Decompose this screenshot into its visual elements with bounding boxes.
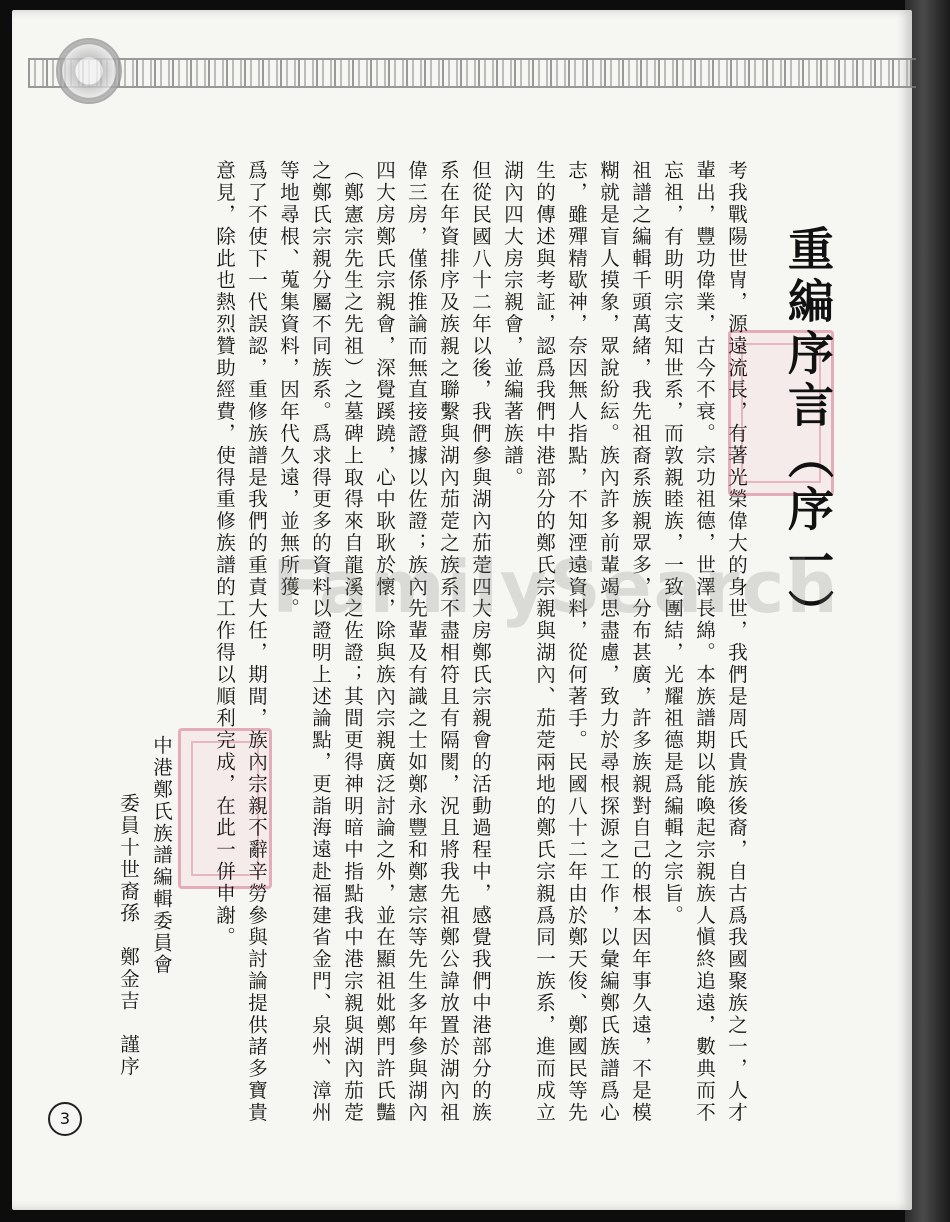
page-number: 3: [48, 1102, 82, 1136]
signoff-author-line: [112, 735, 145, 1155]
signoff-organization: 中港鄭氏族譜編輯委員會: [150, 735, 173, 976]
watermark: FamilySearch: [272, 545, 840, 629]
paragraph: 考我戰陽世冑，源遠流長，有著光榮偉大的身世，我們是周氏貴族後裔，自古爲我國聚族之一，人才輩出，豐功偉業，古今不衰。宗功祖德，世澤長綿。本族譜期以能喚起宗親族人愼終追遠，數典而不忘祖，有助明宗支知世系，而敦親睦族，一致團結，光耀祖德是爲編輯之宗旨。: [661, 160, 748, 1124]
preface-body: [200, 160, 752, 1130]
signoff-block: [78, 735, 178, 1155]
paragraph: 但從民國八十二年以後，我們參與湖內茄萣四大房鄭氏宗親會的活動過程中，感覺我們中港部分的族系在年資排序及族親之聯繫與湖內茄萣之族系不盡相符且有隔閡，況且將我先祖鄭公諱放置於湖內祖偉三房，僅係推論而無直接證據以佐證；族內先輩及有識之士如鄭永豐和鄭憲宗等先生多年參與湖內四大房鄭氏宗親會，深覺蹊蹺，心中耿耿於懷，除與族內宗親廣泛討論之外，並在顯祖妣鄭門許氏豔（鄭憲宗先生之先祖）之墓碑上取得來自龍溪之佐證；其間更得神明暗中指點我中港宗親與湖內茄萣之鄭氏宗親分屬不同族系。爲求得更多的資料以證明上述論點，更詣海遠赴福建省金門、泉州、漳州等地尋根、蒐集資料，因年代久遠，並無所獲。: [277, 160, 492, 1124]
signoff-closing: 謹序: [117, 1033, 140, 1078]
page-title: 重編序言（序一）: [781, 225, 835, 641]
decorative-border: [28, 58, 916, 88]
signoff-member: 委員十世裔孫: [117, 793, 140, 925]
ornament-medallion-icon: [56, 38, 122, 104]
paragraph: 爲了不使下一代誤認，重修族譜是我們的重責大任，期間，族內宗親不辭辛勞參與討論提供諸多寶貴意見，除此也熱烈贊助經費，使得重修族譜的工作得以順利完成，在此一併申謝。: [213, 160, 268, 1124]
signoff-author: 鄭金吉: [117, 946, 140, 1013]
paragraph: 祖譜之編輯千頭萬緒，我先祖裔系族親眾多，分布甚廣，許多族親對自己的根本因年事久遠，不是模糊就是盲人摸象，眾說紛紜。族內許多前輩竭思盡慮，致力於尋根探源之工作，以彙編鄭氏族譜爲心志，雖殫精歇神，奈因無人指點，不知湮遠資料，從何著手。民國八十二年由於鄭天俊、鄭國民等先生的傳述與考証，認爲我們中港部分的鄭氏宗親與湖內、茄萣兩地的鄭氏宗親爲同一族系，進而成立湖內四大房宗親會，並編著族譜。: [501, 160, 652, 1124]
